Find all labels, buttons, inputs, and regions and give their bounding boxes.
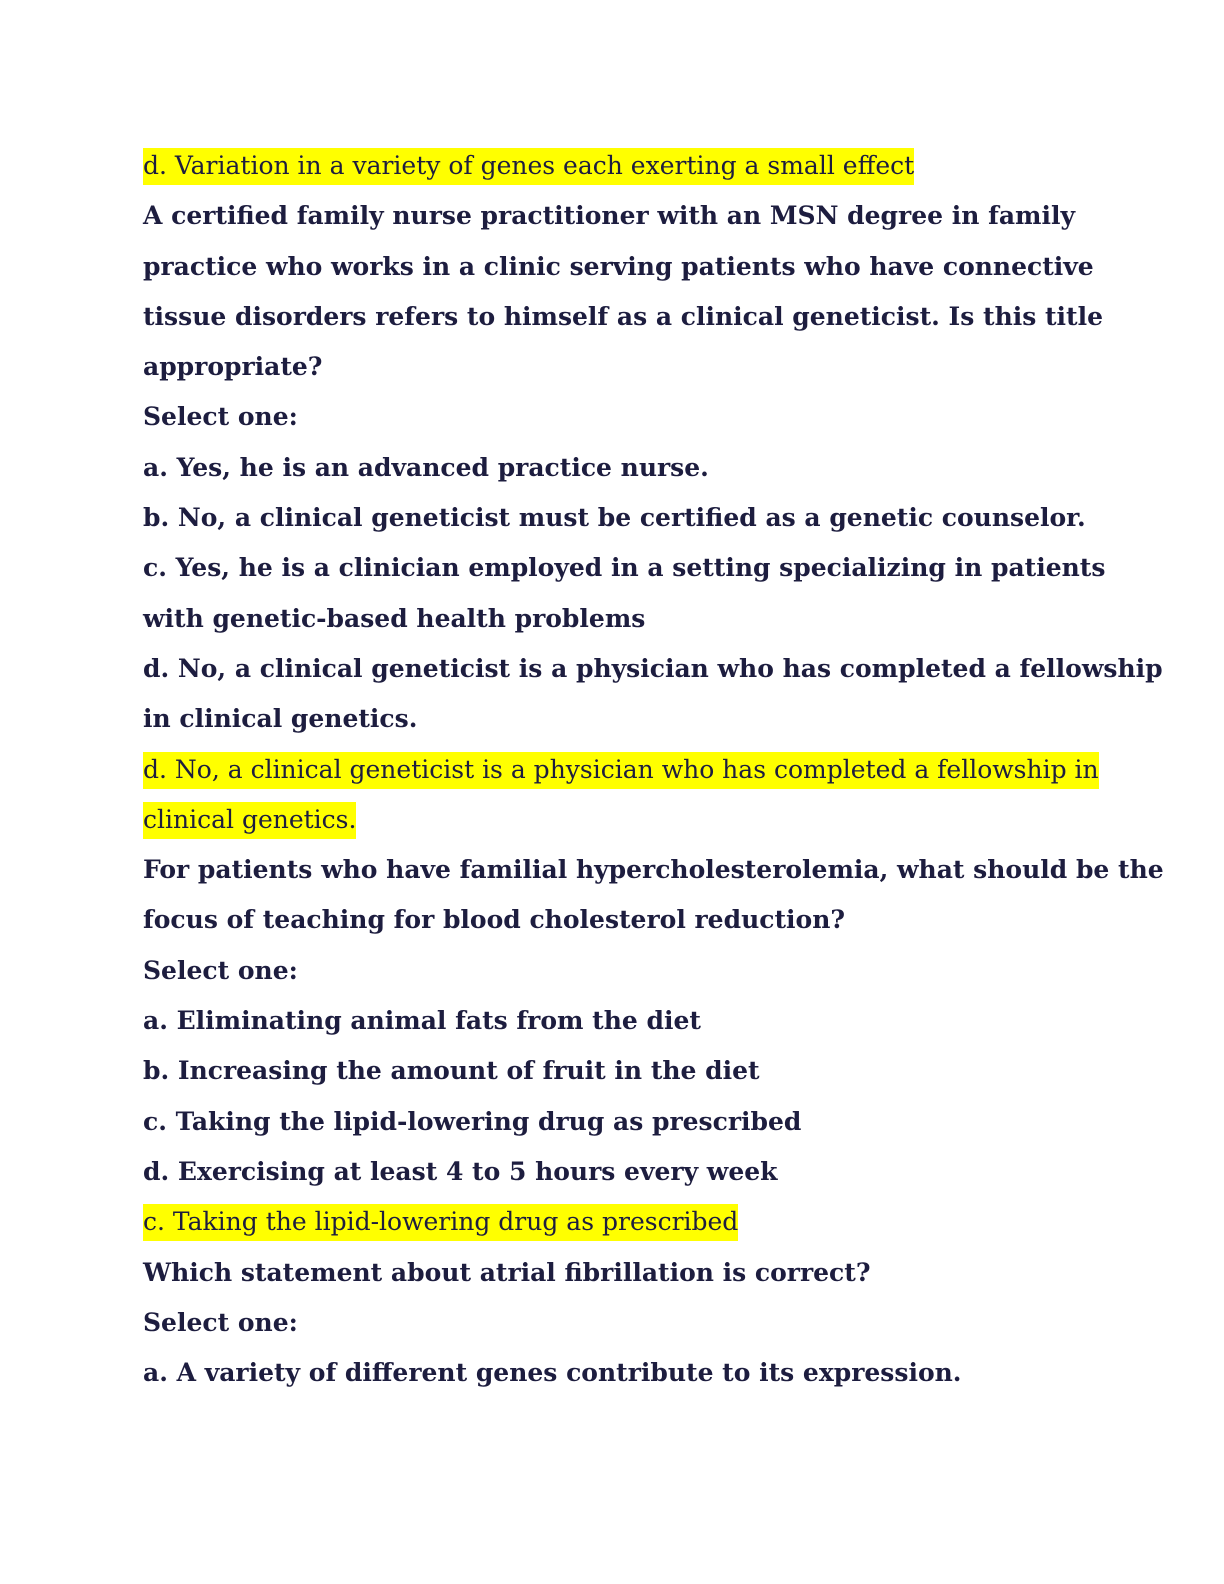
answer-line (143, 1197, 1103, 1247)
option-line: c. Taking the lipid-lowering drug as prescribed (143, 1106, 802, 1136)
option-line: b. No, a clinical geneticist must be certified as a genetic counselor. (143, 503, 1086, 533)
option-line: a. Eliminating animal fats from the diet (143, 1006, 701, 1036)
document-page (143, 141, 1164, 1398)
highlighted-answer: d. No, a clinical geneticist is a physician who has completed a fellowship in (143, 752, 1099, 789)
question-line: Which statement about atrial fibrillation is correct? (143, 1257, 871, 1287)
answer-line (143, 795, 1103, 845)
option-line: b. Increasing the amount of fruit in the diet (143, 1056, 760, 1086)
highlighted-answer: c. Taking the lipid-lowering drug as prescribed (143, 1204, 738, 1241)
answer-line (143, 141, 1103, 191)
question-line: practice who works in a clinic serving patients who have connective (143, 251, 1094, 281)
highlighted-answer: clinical genetics. (143, 802, 356, 839)
question-line: appropriate? (143, 352, 323, 382)
highlighted-answer: d. Variation in a variety of genes each exerting a small effect (143, 148, 914, 185)
select-one-label: Select one: (143, 955, 298, 985)
select-one-label: Select one: (143, 1307, 298, 1337)
option-line: in clinical genetics. (143, 704, 418, 734)
option-line: a. A variety of different genes contribute to its expression. (143, 1358, 962, 1388)
option-line: d. Exercising at least 4 to 5 hours every week (143, 1156, 778, 1186)
option-line: c. Yes, he is a clinician employed in a setting specializing in patients (143, 553, 1106, 583)
select-one-label: Select one: (143, 402, 298, 432)
question-line: A certified family nurse practitioner with an MSN degree in family (143, 201, 1076, 231)
option-line: d. No, a clinical geneticist is a physician who has completed a fellowship (143, 653, 1163, 683)
question-line: tissue disorders refers to himself as a clinical geneticist. Is this title (143, 301, 1104, 331)
question-line: For patients who have familial hypercholesterolemia, what should be the (143, 855, 1164, 885)
answer-line (143, 745, 1103, 795)
option-line: with genetic-based health problems (143, 603, 646, 633)
question-line: focus of teaching for blood cholesterol reduction? (143, 905, 846, 935)
option-line: a. Yes, he is an advanced practice nurse. (143, 452, 709, 482)
